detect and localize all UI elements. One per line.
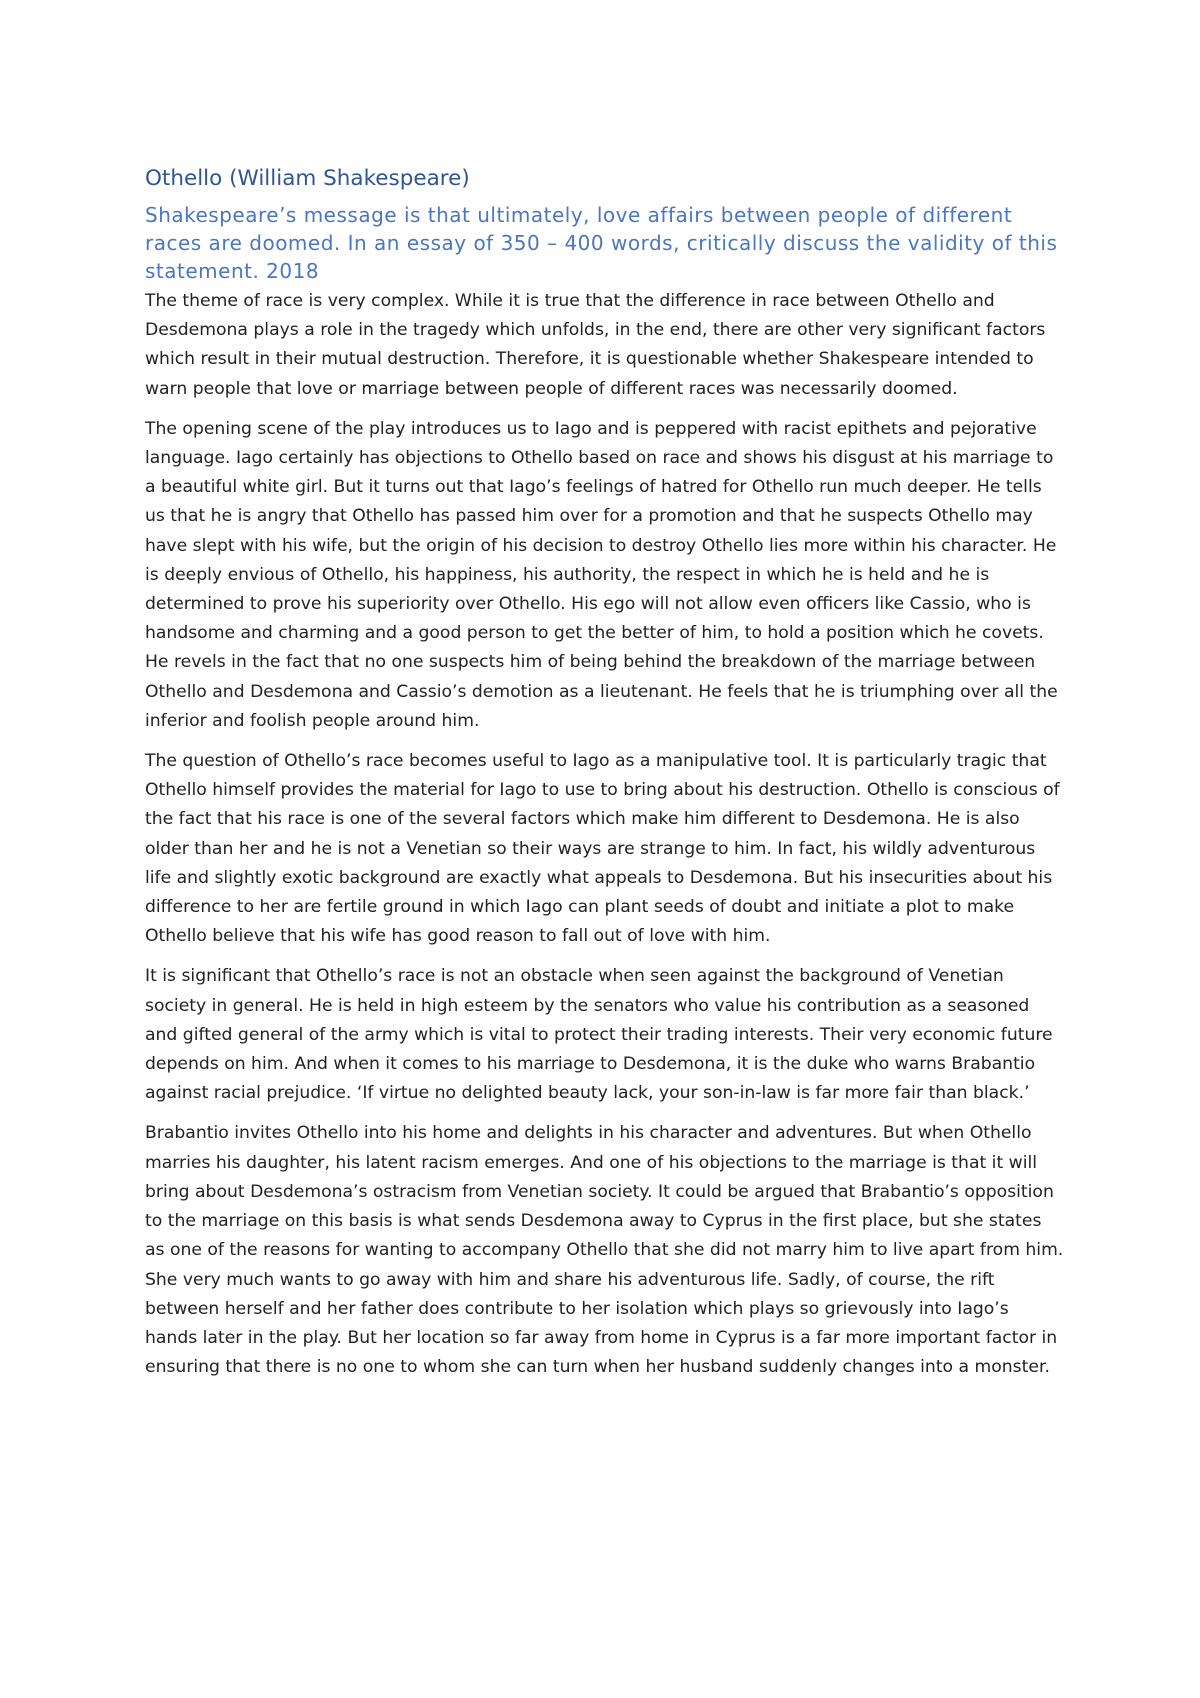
paragraph-race-tool: The question of Othello’s race becomes useful to Iago as a manipulative tool. It is particularly tragic that Othello himself provides the material for Iago to use to bring about his destruction. Othello is conscious of the fact that his race is one of the several factors which make him different to Desdemona. He is also older than her and he is not a Venetian so their ways are strange to him. In fact, his wildly adventurous life and slightly exotic background are exactly what appeals to Desdemona. But his insecurities about his difference to her are fertile ground in which Iago can plant seeds of doubt and initiate a plot to make Othello believe that his wife has good reason to fall out of love with him. xyxy=(145,751,1060,947)
paragraph-brabantio: Brabantio invites Othello into his home and delights in his character and adventures. But when Othello marries his daughter, his latent racism emerges. And one of his objections to the marriage is that it will bring about Desdemona’s ostracism from Venetian society. It could be argued that Brabantio’s opposition to the marriage on this basis is what sends Desdemona away to Cyprus in the first place, but she states as one of the reasons for wanting to accompany Othello that she did not marry him to live apart from him. She very much wants to go away with him and share his adventurous life. Sadly, of course, the rift between herself and her father does contribute to her isolation which plays so grievously into Iago’s hands later in the play. But her location so far away from home in Cyprus is a far more important factor in ensuring that there is no one to whom she can turn when her husband suddenly changes into a monster. xyxy=(145,1123,1064,1378)
paragraph-venetian-society: It is significant that Othello’s race is not an obstacle when seen against the background of Venetian society in general. He is held in high esteem by the senators who value his contribution as a seasoned and gifted general of the army which is vital to protect their trading interests. Their very economic future depends on him. And when it comes to his marriage to Desdemona, it is the duke who warns Brabantio against racial prejudice. ‘If virtue no delighted beauty lack, your son-in-law is far more fair than black.’ xyxy=(145,966,1053,1104)
paragraph-intro: The theme of race is very complex. While it is true that the difference in race between Othello and Desdemona plays a role in the tragedy which unfolds, in the end, there are other very significant factors which result in their mutual destruction. Therefore, it is questionable whether Shakespeare intended to warn people that love or marriage between people of different races was necessarily doomed. xyxy=(145,291,1046,399)
document-title: Othello (William Shakespeare) xyxy=(145,166,470,191)
document-page xyxy=(145,164,1065,1393)
document-subtitle: Shakespeare’s message is that ultimately, love affairs between people of different races are doomed. In an essay of 350 – 400 words, critically discuss the validity of this statement. 2018 xyxy=(145,203,1058,283)
paragraph-iago: The opening scene of the play introduces us to Iago and is peppered with racist epithets and pejorative language. Iago certainly has objections to Othello based on race and shows his disgust at his marriage to a beautiful white girl. But it turns out that Iago’s feelings of hatred for Othello run much deeper. He tells us that he is angry that Othello has passed him over for a promotion and that he suspects Othello may have slept with his wife, but the origin of his decision to destroy Othello lies more within his character. He is deeply envious of Othello, his happiness, his authority, the respect in which he is held and he is determined to prove his superiority over Othello. His ego will not allow even officers like Cassio, who is handsome and charming and a good person to get the better of him, to hold a position which he covets. He revels in the fact that no one suspects him of being behind the breakdown of the marriage between Othello and Desdemona and Cassio’s demotion as a lieutenant. He feels that he is triumphing over all the inferior and foolish people around him. xyxy=(145,418,1058,731)
